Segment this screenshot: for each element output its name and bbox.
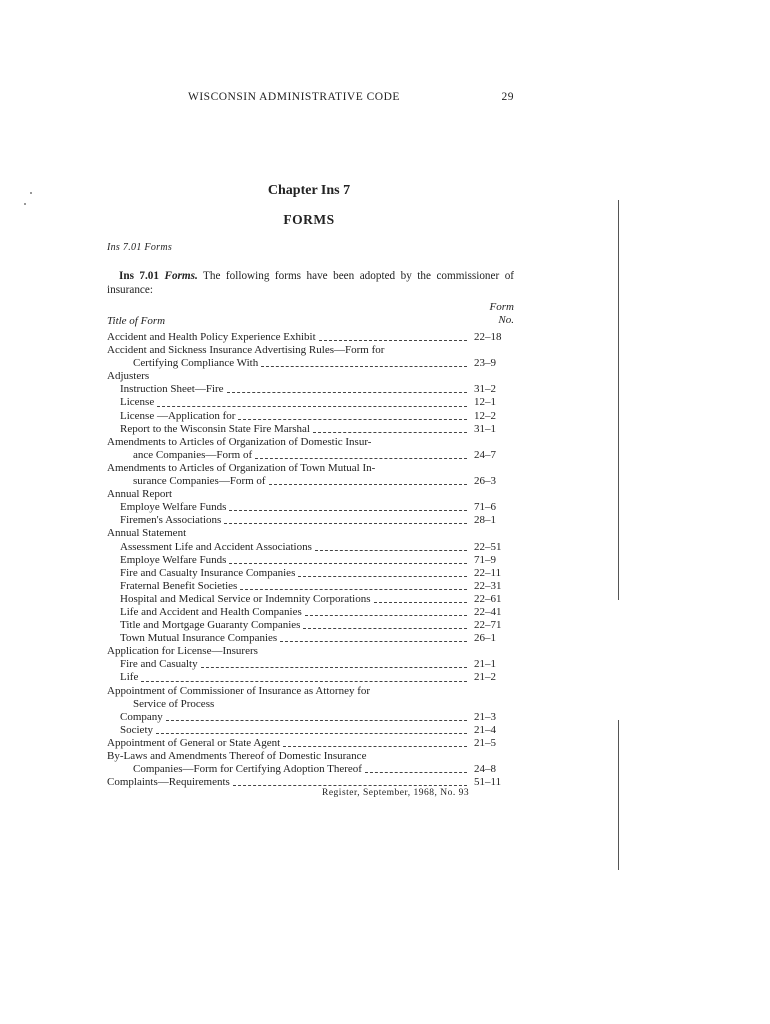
index-entry bbox=[107, 737, 514, 750]
index-entry bbox=[107, 344, 514, 357]
dot-leader bbox=[166, 720, 467, 721]
index-entry-form-number: 51–11 bbox=[474, 776, 502, 789]
index-entry bbox=[107, 554, 514, 567]
index-entry-title: Hospital and Medical Service or Indemnity Corporations bbox=[120, 592, 371, 605]
form-number-column-header bbox=[470, 301, 514, 327]
intro-text: The following forms have been adopted by the commissioner of insurance: bbox=[107, 270, 515, 296]
dot-leader bbox=[374, 602, 468, 603]
index-entry-title: Fire and Casualty Insurance Companies bbox=[120, 566, 296, 579]
dot-leader bbox=[255, 458, 467, 459]
index-entry bbox=[107, 750, 514, 763]
index-entry-form-number: 22–41 bbox=[474, 605, 502, 618]
dot-leader bbox=[227, 392, 467, 393]
dot-leader bbox=[157, 406, 467, 407]
index-entry bbox=[107, 567, 514, 580]
index-entry-form-number: 31–1 bbox=[474, 422, 496, 435]
index-entry-form-number: 21–3 bbox=[474, 710, 496, 723]
dot-leader bbox=[156, 733, 467, 734]
index-entry-form-number: 12–1 bbox=[474, 396, 496, 409]
index-entry-form-number: 23–9 bbox=[474, 357, 496, 370]
scan-speck bbox=[30, 192, 32, 194]
dot-leader bbox=[313, 432, 467, 433]
index-entry bbox=[107, 619, 514, 632]
dot-leader bbox=[238, 419, 467, 420]
index-entry bbox=[107, 685, 514, 698]
index-entry-form-number: 26–1 bbox=[474, 632, 496, 645]
index-entry-title: Complaints—Requirements bbox=[107, 776, 230, 789]
form-number-header-line2: No. bbox=[498, 314, 514, 326]
index-entry bbox=[107, 449, 514, 462]
index-entry-title: Fraternal Benefit Societies bbox=[120, 579, 238, 592]
index-entry bbox=[107, 527, 514, 540]
index-entry bbox=[107, 475, 514, 488]
dot-leader bbox=[201, 667, 467, 668]
index-entry bbox=[107, 331, 514, 344]
index-entry bbox=[107, 383, 514, 396]
index-entry-title: Company bbox=[120, 710, 163, 723]
intro-paragraph bbox=[107, 270, 514, 297]
index-entry-form-number: 31–2 bbox=[474, 383, 496, 396]
index-entry-form-number: 21–4 bbox=[474, 723, 496, 736]
index-entry bbox=[107, 501, 514, 514]
index-entry-title: Appointment of General or State Agent bbox=[107, 736, 281, 749]
index-entry-form-number: 26–3 bbox=[474, 475, 496, 488]
section-label: Ins 7.01 Forms bbox=[107, 242, 173, 253]
index-entry bbox=[107, 396, 514, 409]
index-entry bbox=[107, 645, 514, 658]
index-entry-title: Companies—Form for Certifying Adoption Thereof bbox=[133, 763, 362, 776]
scan-margin-mark bbox=[618, 720, 619, 870]
dot-leader bbox=[141, 681, 467, 682]
index-entry bbox=[107, 632, 514, 645]
page-number: 29 bbox=[501, 91, 514, 103]
index-entry bbox=[107, 370, 514, 383]
dot-leader bbox=[319, 340, 467, 341]
register-footer: Register, September, 1968, No. 93 bbox=[322, 788, 470, 798]
index-entry bbox=[107, 514, 514, 527]
dot-leader bbox=[280, 641, 467, 642]
index-entry-title: License bbox=[120, 396, 155, 409]
index-entry-form-number: 21–5 bbox=[474, 736, 496, 749]
index-entry-form-number: 22–51 bbox=[474, 540, 502, 553]
index-entry bbox=[107, 357, 514, 370]
index-entry-form-number: 71–9 bbox=[474, 553, 496, 566]
index-entry-title: Report to the Wisconsin State Fire Marshal bbox=[120, 422, 310, 435]
index-entry-title: Assessment Life and Accident Associations bbox=[120, 540, 312, 553]
index-entry bbox=[107, 671, 514, 684]
index-entry-title: Firemen's Associations bbox=[120, 514, 222, 527]
form-number-header-line1: Form bbox=[489, 301, 514, 313]
index-entry-title: Certifying Compliance With bbox=[133, 357, 259, 370]
index-entry bbox=[107, 436, 514, 449]
index-entry-title: Life bbox=[120, 671, 139, 684]
dot-leader bbox=[269, 484, 467, 485]
dot-leader bbox=[283, 746, 467, 747]
dot-leader bbox=[224, 523, 467, 524]
index-entry-title: Fire and Casualty bbox=[120, 658, 198, 671]
dot-leader bbox=[303, 628, 467, 629]
scan-speck bbox=[24, 203, 26, 205]
index-entry bbox=[107, 410, 514, 423]
index-entry-title: ance Companies—Form of bbox=[133, 448, 253, 461]
index-entry-form-number: 22–18 bbox=[474, 331, 502, 343]
index-entry-form-number: 28–1 bbox=[474, 514, 496, 527]
dot-leader bbox=[298, 576, 467, 577]
index-entry-form-number: 24–7 bbox=[474, 448, 496, 461]
index-entry-title: Employe Welfare Funds bbox=[120, 501, 227, 514]
index-entry bbox=[107, 763, 514, 776]
index-entry-form-number: 12–2 bbox=[474, 409, 496, 422]
index-entry-form-number: 21–1 bbox=[474, 658, 496, 671]
index-entry-form-number: 22–11 bbox=[474, 566, 502, 579]
index-entry-title: Instruction Sheet—Fire bbox=[120, 383, 224, 396]
index-entry-title: Town Mutual Insurance Companies bbox=[120, 632, 278, 645]
index-entry-form-number: 22–61 bbox=[474, 592, 502, 605]
index-entry-title: surance Companies—Form of bbox=[133, 475, 266, 488]
index-entry-form-number: 71–6 bbox=[474, 501, 496, 514]
index-entry-title: Accident and Sickness Insurance Advertising Rules—Form for bbox=[107, 344, 385, 357]
index-entry bbox=[107, 606, 514, 619]
index-entry-form-number: 22–31 bbox=[474, 579, 502, 592]
index-entry-title: Application for License—Insurers bbox=[107, 645, 258, 658]
index-entry-title: Life and Accident and Health Companies bbox=[120, 605, 302, 618]
intro-section-number: Ins 7.01 bbox=[119, 270, 159, 282]
index-entry bbox=[107, 593, 514, 606]
index-entry-form-number: 22–71 bbox=[474, 619, 502, 632]
running-header-title: WISCONSIN ADMINISTRATIVE CODE bbox=[188, 91, 400, 103]
index-entry bbox=[107, 711, 514, 724]
index-entry-title: License —Application for bbox=[120, 409, 236, 422]
index-entry-title: Society bbox=[120, 723, 153, 736]
dot-leader bbox=[229, 510, 467, 511]
index-entry bbox=[107, 658, 514, 671]
index-entry bbox=[107, 488, 514, 501]
dot-leader bbox=[365, 772, 467, 773]
index-entry bbox=[107, 541, 514, 554]
index-entry-form-number: 24–8 bbox=[474, 763, 496, 776]
index-entry-title: Amendments to Articles of Organization of Domestic Insur- bbox=[107, 435, 372, 448]
index-entry-title: Annual Statement bbox=[107, 527, 187, 540]
index-entry bbox=[107, 423, 514, 436]
dot-leader bbox=[305, 615, 467, 616]
index-entry-title: By-Laws and Amendments Thereof of Domestic Insurance bbox=[107, 750, 367, 762]
dot-leader bbox=[240, 589, 467, 590]
scan-margin-mark bbox=[618, 200, 619, 600]
index-entry bbox=[107, 462, 514, 475]
forms-index bbox=[107, 331, 514, 789]
title-column-header: Title of Form bbox=[107, 315, 166, 327]
index-entry-form-number: 21–2 bbox=[474, 671, 496, 684]
index-entry-title: Appointment of Commissioner of Insurance as Attorney for bbox=[107, 684, 371, 697]
dot-leader bbox=[233, 785, 467, 786]
chapter-title: Chapter Ins 7 bbox=[267, 183, 351, 198]
index-entry-title: Title and Mortgage Guaranty Companies bbox=[120, 619, 301, 632]
intro-section-name: Forms. bbox=[164, 270, 198, 282]
index-entry bbox=[107, 724, 514, 737]
dot-leader bbox=[261, 366, 467, 367]
index-entry-title: Accident and Health Policy Experience Exhibit bbox=[107, 331, 316, 343]
dot-leader bbox=[229, 563, 467, 564]
index-entry-title: Employe Welfare Funds bbox=[120, 553, 227, 566]
index-entry-title: Amendments to Articles of Organization of Town Mutual In- bbox=[107, 461, 376, 474]
index-entry bbox=[107, 698, 514, 711]
index-entry-title: Service of Process bbox=[133, 697, 215, 710]
index-entry-title: Annual Report bbox=[107, 488, 173, 501]
index-entry-title: Adjusters bbox=[107, 370, 150, 383]
index-entry bbox=[107, 580, 514, 593]
dot-leader bbox=[315, 550, 467, 551]
section-heading: FORMS bbox=[283, 212, 335, 227]
